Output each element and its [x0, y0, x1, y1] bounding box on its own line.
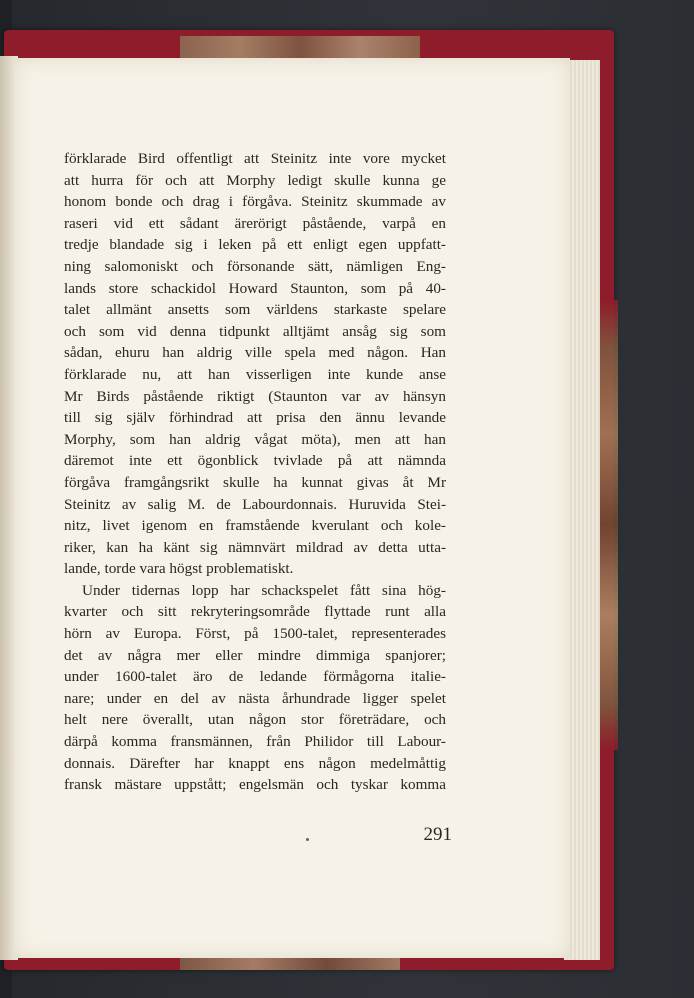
text-line: hörn av Europa. Först, på 1500-talet, representerades — [64, 625, 446, 643]
text-line: lands store schackidol Howard Staunton, som på 40- — [64, 279, 446, 297]
text-line: nitz, livet igenom en framstående kverulant och kole- — [64, 517, 446, 535]
text-line: Steinitz av salig M. de Labourdonnais. Huruvida Stei- — [64, 495, 446, 513]
text-line: och som vid denna tidpunkt alltjämt ansåg sig som — [64, 322, 446, 340]
cover-wear-top — [180, 36, 420, 58]
text-line: därpå komma fransmännen, från Philidor till Labour- — [64, 733, 446, 751]
body-text — [64, 148, 446, 796]
text-line: att hurra för och att Morphy ledigt skulle kunna ge — [64, 171, 446, 189]
text-line: kvarter och sitt rekryteringsområde flyttade runt alla — [64, 603, 446, 621]
text-line: Morphy, som han aldrig vågat möta), men att han — [64, 430, 446, 448]
text-line: nare; under en del av nästa århundrade ligger spelet — [64, 689, 446, 707]
text-line: ning salomoniskt och försonande sätt, nämligen Eng- — [64, 257, 446, 275]
speck — [306, 838, 309, 841]
cover-wear-bottom — [180, 956, 400, 970]
text-line: fransk mästare uppstått; engelsmän och tyskar komma — [64, 776, 446, 794]
text-line: det av några mer eller mindre dimmiga spanjorer; — [64, 646, 446, 664]
page-number: 291 — [423, 824, 452, 845]
text-line: raseri vid ett sådant ärerörigt påstående, varpå en — [64, 214, 446, 232]
text-line: tredje blandade sig i leken på ett enligt egen uppfatt- — [64, 236, 446, 254]
text-line: förklarade Bird offentligt att Steinitz inte vore mycket — [64, 150, 446, 167]
text-line: sådan, ehuru han aldrig ville spela med någon. Han — [64, 344, 446, 362]
text-line: donnais. Därefter har knappt ens någon medelmåttig — [64, 754, 446, 772]
book-page — [14, 58, 570, 958]
text-line: till sig själv förhindrad att prisa den ännu levande — [64, 409, 446, 427]
text-line: Under tidernas lopp har schackspelet fått sina hög- — [82, 581, 446, 599]
text-line: förgåva framgångsrikt skulle ha kunnat givas åt Mr — [64, 473, 446, 491]
text-line: lande, torde vara högst problematiskt. — [64, 560, 294, 578]
text-line: helt nere överallt, utan någon stor företrädare, och — [64, 711, 446, 729]
text-line: riker, kan ha känt sig nämnvärt mildrad av detta utta- — [64, 538, 446, 556]
text-line: honom bonde och drag i förgåva. Steinitz skummade av — [64, 193, 446, 211]
text-line: däremot inte ett ögonblick tvivlade på att nämnda — [64, 452, 446, 470]
text-line: förklarade nu, att han visserligen inte kunde anse — [64, 365, 446, 383]
text-line: talet allmänt ansetts som världens starkaste spelare — [64, 301, 446, 319]
text-line: under 1600-talet äro de ledande förmågorna italie- — [64, 668, 446, 686]
text-line: Mr Birds påstående riktigt (Staunton var av hänsyn — [64, 387, 446, 405]
